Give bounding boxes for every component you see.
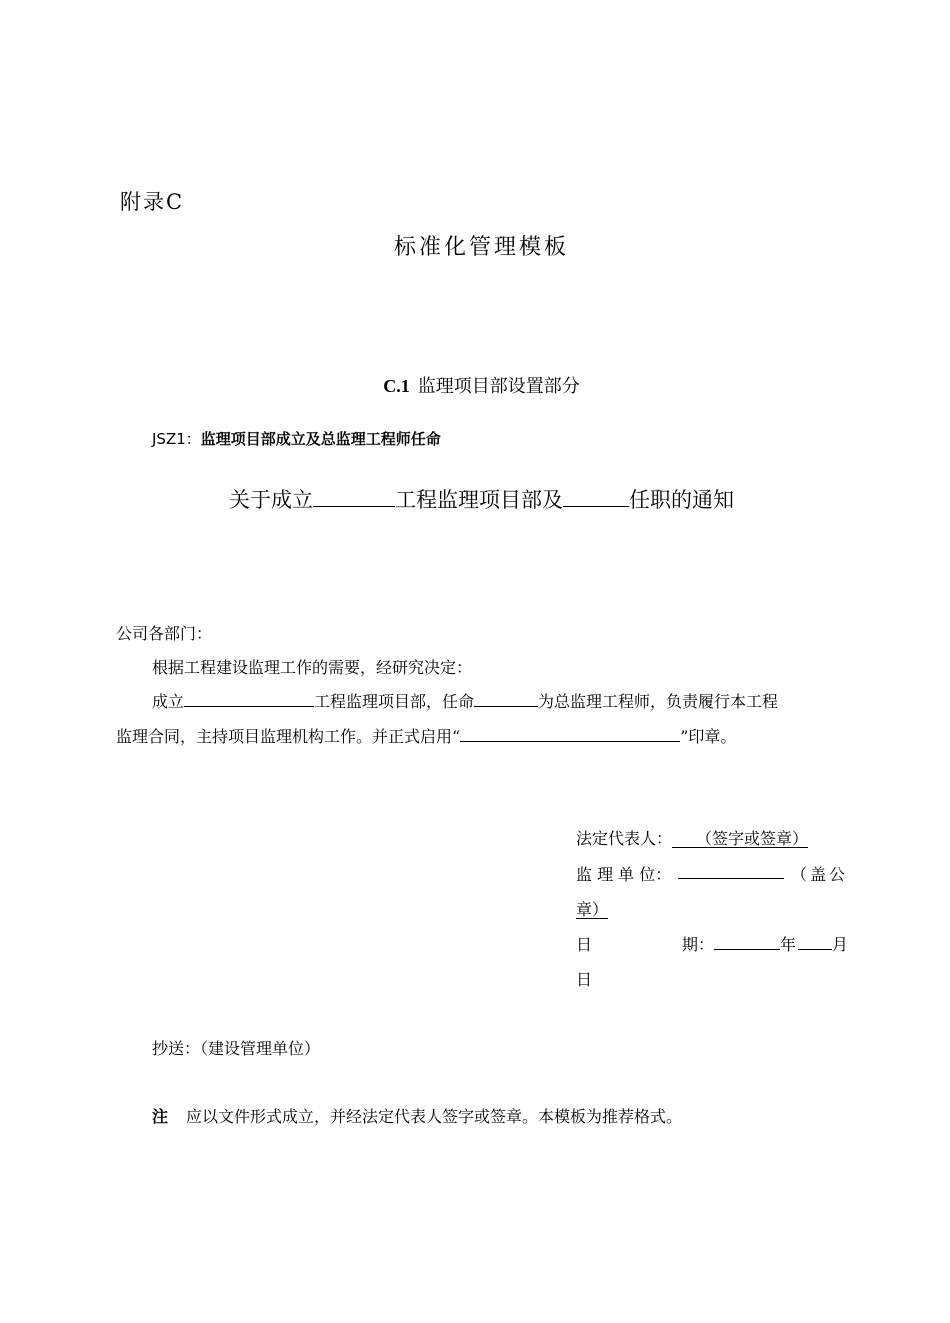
body-paragraph-2-continued [116, 724, 736, 747]
legal-representative-line [576, 826, 808, 849]
salutation: 公司各部门： [116, 624, 213, 643]
unit-blank[interactable] [678, 862, 784, 879]
unit-hint-a: （盖公 [790, 865, 848, 884]
legal-rep-field[interactable] [672, 829, 808, 848]
page-title: 标准化管理模板 [393, 235, 569, 260]
body-paragraph-2 [152, 689, 778, 712]
supervision-unit-line [576, 862, 848, 885]
template-code: JSZ1： [152, 430, 201, 448]
project-name-blank[interactable] [313, 485, 395, 507]
para2-text-e: ”印章。 [680, 727, 737, 746]
para2-text-d: 监理合同，主持项目监理机构工作。并正式启用“ [116, 727, 461, 746]
legal-rep-label: 法定代表人： [576, 829, 673, 848]
template-code-line [152, 428, 441, 449]
date-label-b: 期： [681, 935, 714, 954]
section-title: 监理项目部设置部分 [417, 376, 580, 397]
notice-title [0, 484, 950, 514]
date-line-continued [576, 967, 592, 990]
body-paragraph-1: 根据工程建设监理工作的需要，经研究决定： [152, 658, 473, 677]
section-heading [0, 372, 950, 398]
unit-hint-b: 章） [576, 900, 609, 919]
month-label: 月 [831, 935, 848, 954]
template-name: 监理项目部成立及总监理工程师任命 [200, 430, 441, 448]
unit-label: 监 理 单 位： [576, 865, 672, 884]
month-blank[interactable] [798, 933, 832, 950]
project-blank[interactable] [184, 690, 314, 707]
notice-title-part2: 工程监理项目部及 [395, 488, 563, 512]
date-label-a: 日 [576, 935, 593, 954]
date-line [576, 932, 848, 955]
cc-line: 抄送：（建设管理单位） [152, 1039, 321, 1058]
year-blank[interactable] [714, 933, 780, 950]
person-name-blank[interactable] [563, 485, 629, 507]
year-label: 年 [779, 935, 796, 954]
section-number: C.1 [383, 376, 410, 396]
para2-text-c: 为总监理工程师，负责履行本工程 [538, 692, 779, 711]
note-label: 注 [152, 1107, 169, 1126]
appendix-label: 附录C [120, 190, 185, 214]
para2-text-b: 工程监理项目部，任命 [314, 692, 475, 711]
legal-rep-hint: （签字或签章） [696, 829, 809, 848]
note-line [152, 1104, 682, 1127]
notice-title-part3: 任职的通知 [629, 488, 734, 512]
seal-name-blank[interactable] [460, 725, 680, 742]
supervision-unit-line-continued [576, 897, 608, 920]
note-text: 应以文件形式成立，并经法定代表人签字或签章。本模板为推荐格式。 [186, 1107, 683, 1126]
notice-title-part1: 关于成立 [229, 488, 313, 512]
chief-engineer-blank[interactable] [474, 690, 538, 707]
para2-text-a: 成立 [152, 692, 185, 711]
day-label: 日 [576, 970, 593, 989]
